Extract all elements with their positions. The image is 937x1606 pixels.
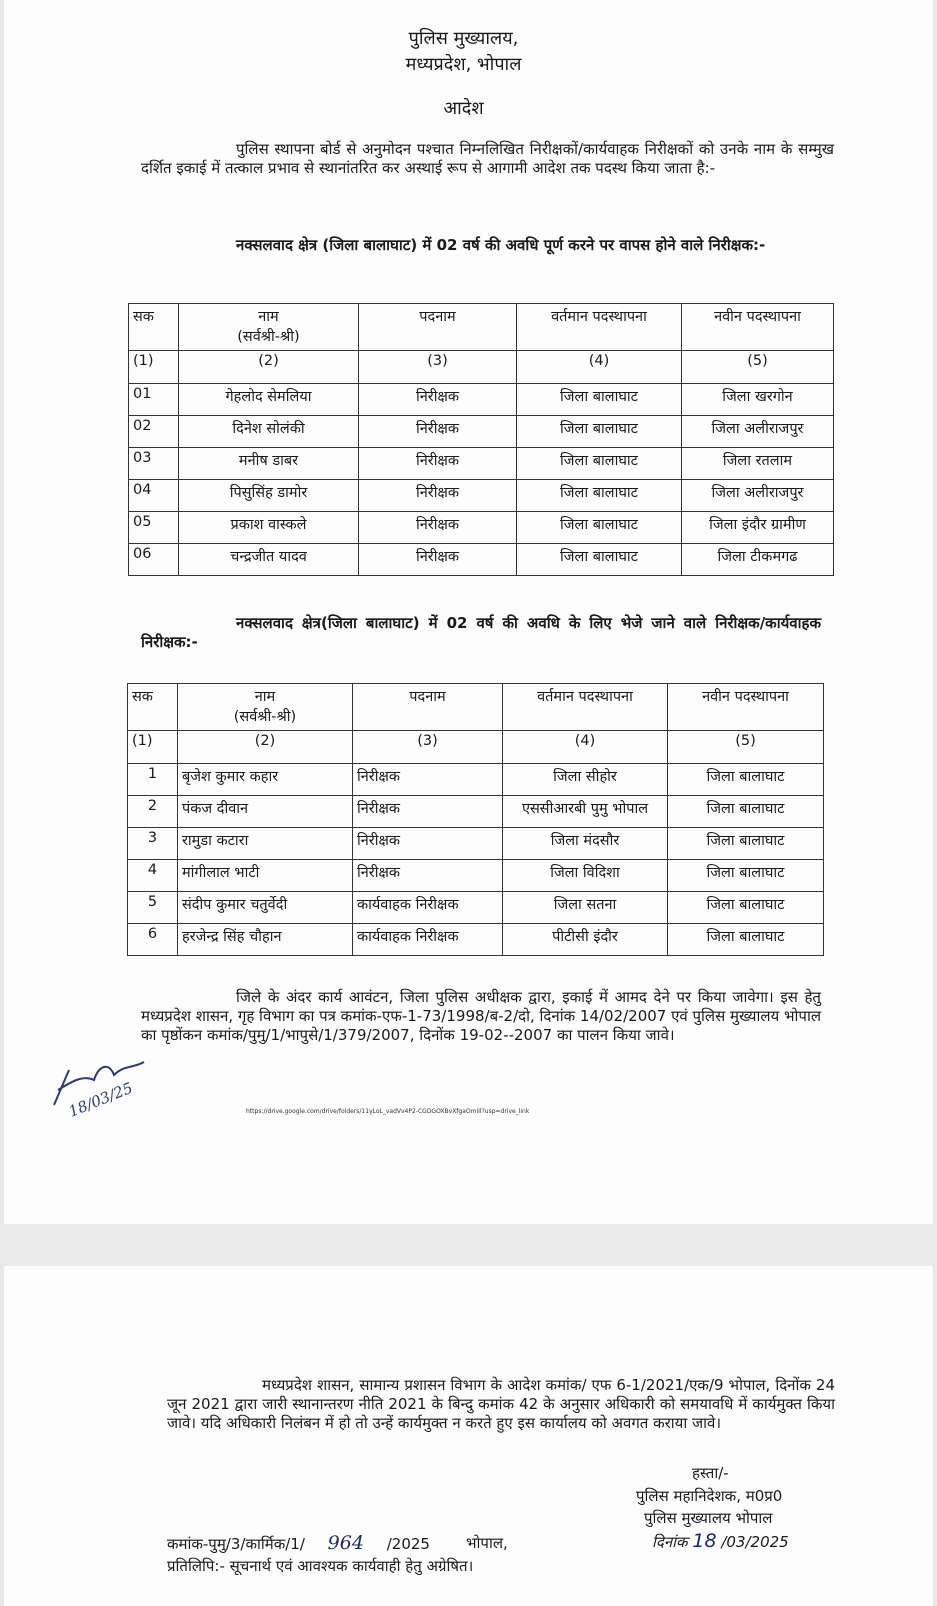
date-day-handwritten: 18 bbox=[692, 1530, 717, 1552]
new-posting-cell: जिला अलीराजपुर bbox=[682, 416, 834, 448]
designation-cell: निरीक्षक bbox=[359, 448, 517, 480]
column-number: (3) bbox=[359, 351, 517, 384]
new-posting-cell: जिला टीकमगढ bbox=[682, 544, 834, 576]
name-cell: दिनेश सोलंकी bbox=[179, 416, 359, 448]
new-posting-cell: जिला बालाघाट bbox=[668, 860, 824, 892]
serial-cell: 06 bbox=[129, 544, 179, 576]
designation-cell: निरीक्षक bbox=[353, 828, 503, 860]
office-header bbox=[0, 26, 933, 78]
current-posting-cell: जिला सीहोर bbox=[503, 764, 668, 796]
serial-cell: 1 bbox=[128, 764, 178, 796]
designation-cell: निरीक्षक bbox=[359, 544, 517, 576]
serial-cell: 4 bbox=[128, 860, 178, 892]
column-number: (4) bbox=[517, 351, 682, 384]
header-text: (सर्वश्री-श्री) bbox=[237, 329, 300, 345]
signature-mark: हस्ता/- bbox=[692, 1464, 729, 1482]
serial-cell: 01 bbox=[129, 384, 179, 416]
transfer-table-1 bbox=[128, 303, 834, 576]
new-posting-cell: जिला खरगोन bbox=[682, 384, 834, 416]
column-header bbox=[668, 684, 824, 731]
section1-heading bbox=[141, 236, 834, 255]
header-text: वर्तमान पदस्थापना bbox=[537, 689, 633, 705]
current-posting-cell: जिला मंदसौर bbox=[503, 828, 668, 860]
ref-suffix: /2025 bbox=[386, 1535, 430, 1553]
new-posting-cell: जिला इंदौर ग्रामीण bbox=[682, 512, 834, 544]
new-posting-cell: जिला अलीराजपुर bbox=[682, 480, 834, 512]
section2-heading-text: नक्सलवाद क्षेत्र(जिला बालाघाट) में 02 वर्ष की अवधि के लिए भेजे जाने वाले निरीक्षक/कार्यवाहक निरीक्षक:- bbox=[141, 614, 821, 651]
intro-text: पुलिस स्थापना बोर्ड से अनुमोदन पश्चात निम्नलिखित निरीक्षकों/कार्यवाहक निरीक्षकों को उनके नाम के सम्मुख दर्शित इकाई में तत्काल प्रभाव से स्थानांतरित कर अस्थाई रूप से आगामी आदेश तक पदस्थ किया जाता है:- bbox=[141, 140, 834, 177]
current-posting-cell: जिला बालाघाट bbox=[517, 384, 682, 416]
column-header bbox=[682, 304, 834, 351]
table-row bbox=[129, 448, 834, 480]
column-number: (5) bbox=[682, 351, 834, 384]
serial-cell: 03 bbox=[129, 448, 179, 480]
column-header bbox=[178, 684, 353, 731]
current-posting-cell: जिला बालाघाट bbox=[517, 512, 682, 544]
header-text: पदनाम bbox=[409, 689, 446, 705]
signatory-office: पुलिस मुख्यालय भोपाल bbox=[644, 1509, 773, 1527]
current-posting-cell: जिला सतना bbox=[503, 892, 668, 924]
designation-cell: निरीक्षक bbox=[359, 384, 517, 416]
name-cell: मनीष डाबर bbox=[179, 448, 359, 480]
designation-cell: कार्यवाहक निरीक्षक bbox=[353, 924, 503, 956]
header-text: नवीन पदस्थापना bbox=[702, 689, 789, 705]
date-month-year: /03/2025 bbox=[721, 1533, 789, 1551]
header-text: नवीन पदस्थापना bbox=[714, 309, 801, 325]
name-cell: हरजेन्द्र सिंह चौहान bbox=[178, 924, 353, 956]
release-text: मध्यप्रदेश शासन, सामान्य प्रशासन विभाग के आदेश कमांक/ एफ 6-1/2021/एक/9 भोपाल, दिनोंक 24 जून 2021 द्वारा जारी स्थानान्तरण नीति 2021 के बिन्दु कमांक 42 के अनुसार अधिकारी को समयावधि में कार्यमुक्त किया जावे। यदि अधिकारी निलंबन में हो तो उन्हें कार्यमुक्त न करते हुए इस कार्यालय को अवगत कराया जावे। bbox=[167, 1376, 835, 1432]
name-cell: गेहलोद सेमलिया bbox=[179, 384, 359, 416]
copy-forward-note: प्रतिलिपि:- सूचनार्थ एवं आवश्यक कार्यवाही हेतु अग्रेषित। bbox=[167, 1557, 474, 1575]
name-cell: पंकज दीवान bbox=[178, 796, 353, 828]
column-header bbox=[128, 684, 178, 731]
column-header bbox=[517, 304, 682, 351]
reference-number bbox=[167, 1534, 430, 1554]
header-text: वर्तमान पदस्थापना bbox=[551, 309, 647, 325]
new-posting-cell: जिला रतलाम bbox=[682, 448, 834, 480]
new-posting-cell: जिला बालाघाट bbox=[668, 764, 824, 796]
designation-cell: निरीक्षक bbox=[353, 860, 503, 892]
transfer-table-2 bbox=[127, 683, 824, 956]
section2-heading bbox=[141, 614, 821, 652]
order-date bbox=[652, 1532, 789, 1552]
release-paragraph bbox=[167, 1376, 835, 1433]
header-text: सक bbox=[133, 309, 154, 325]
header-line-2: मध्यप्रदेश, भोपाल bbox=[405, 54, 522, 75]
designation-cell: निरीक्षक bbox=[359, 512, 517, 544]
table-row bbox=[128, 892, 824, 924]
order-page-2 bbox=[4, 1266, 933, 1606]
designation-cell: निरीक्षक bbox=[353, 764, 503, 796]
intro-paragraph bbox=[141, 140, 834, 178]
name-cell: रामुडा कटारा bbox=[178, 828, 353, 860]
ref-prefix: कमांक-पुमु/3/कार्मिक/1/ bbox=[167, 1535, 305, 1553]
current-posting-cell: जिला बालाघाट bbox=[517, 480, 682, 512]
serial-cell: 5 bbox=[128, 892, 178, 924]
initials-date: 18/03/25 bbox=[66, 1078, 136, 1121]
column-header bbox=[179, 304, 359, 351]
designation-cell: निरीक्षक bbox=[359, 416, 517, 448]
header-line-1: पुलिस मुख्यालय, bbox=[408, 28, 519, 49]
ref-number-handwritten: 964 bbox=[327, 1532, 364, 1554]
column-header bbox=[129, 304, 179, 351]
instructions-text: जिले के अंदर कार्य आवंटन, जिला पुलिस अधीक्षक द्वारा, इकाई में आमद देने पर किया जावेगा। इस हेतु मध्यप्रदेश शासन, गृह विभाग का पत्र कमांक-एफ-1-73/1998/ब-2/दो, दिनांक 14/02/2007 एवं पुलिस मुख्यालय भोपाल का पृष्ठोंकन कमांक/पुमु/1/भापुसे/1/379/2007, दिनोंक 19-02--2007 का पालन किया जावे। bbox=[141, 988, 821, 1044]
table-row bbox=[129, 480, 834, 512]
table-row bbox=[129, 544, 834, 576]
serial-cell: 2 bbox=[128, 796, 178, 828]
table-row bbox=[129, 384, 834, 416]
header-text: नाम bbox=[258, 309, 279, 325]
table-row bbox=[128, 860, 824, 892]
header-text: सक bbox=[132, 689, 153, 705]
section1-heading-text: नक्सलवाद क्षेत्र (जिला बालाघाट) में 02 वर्ष की अवधि पूर्ण करने पर वापस होने वाले निरीक्षक:- bbox=[236, 236, 766, 254]
serial-cell: 02 bbox=[129, 416, 179, 448]
column-header bbox=[503, 684, 668, 731]
current-posting-cell: पीटीसी इंदौर bbox=[503, 924, 668, 956]
current-posting-cell: एससीआरबी पुमु भोपाल bbox=[503, 796, 668, 828]
column-header bbox=[353, 684, 503, 731]
current-posting-cell: जिला बालाघाट bbox=[517, 544, 682, 576]
name-cell: चन्द्रजीत यादव bbox=[179, 544, 359, 576]
serial-cell: 3 bbox=[128, 828, 178, 860]
designation-cell: कार्यवाहक निरीक्षक bbox=[353, 892, 503, 924]
table-row bbox=[129, 416, 834, 448]
date-label: दिनांक bbox=[652, 1533, 688, 1551]
column-number: (4) bbox=[503, 731, 668, 764]
column-number: (1) bbox=[128, 731, 178, 764]
drive-link[interactable]: https://drive.google.com/drive/folders/11yLoL_vadVv4P2-CGDGOXBvXfgaOmiIl?usp=drive_link bbox=[246, 1108, 530, 1115]
column-number: (5) bbox=[668, 731, 824, 764]
header-text: पदनाम bbox=[419, 309, 456, 325]
designation-cell: निरीक्षक bbox=[359, 480, 517, 512]
table-row bbox=[128, 828, 824, 860]
signatory-designation: पुलिस महानिदेशक, म0प्र0 bbox=[636, 1487, 783, 1505]
name-cell: पिसुसिंह डामोर bbox=[179, 480, 359, 512]
column-number: (2) bbox=[178, 731, 353, 764]
current-posting-cell: जिला बालाघाट bbox=[517, 448, 682, 480]
column-header bbox=[359, 304, 517, 351]
name-cell: बृजेश कुमार कहार bbox=[178, 764, 353, 796]
header-text: (सर्वश्री-श्री) bbox=[233, 709, 297, 725]
name-cell: मांगीलाल भाटी bbox=[178, 860, 353, 892]
header-text: नाम bbox=[254, 689, 276, 705]
column-number: (3) bbox=[353, 731, 503, 764]
table-row bbox=[128, 764, 824, 796]
column-number: (1) bbox=[129, 351, 179, 384]
column-number: (2) bbox=[179, 351, 359, 384]
serial-cell: 05 bbox=[129, 512, 179, 544]
instructions-paragraph bbox=[141, 988, 821, 1045]
serial-cell: 04 bbox=[129, 480, 179, 512]
order-page-1 bbox=[4, 0, 933, 1224]
table-row bbox=[129, 512, 834, 544]
order-title: आदेश bbox=[443, 98, 484, 119]
designation-cell: निरीक्षक bbox=[353, 796, 503, 828]
name-cell: प्रकाश वास्कले bbox=[179, 512, 359, 544]
new-posting-cell: जिला बालाघाट bbox=[668, 924, 824, 956]
serial-cell: 6 bbox=[128, 924, 178, 956]
place: भोपाल, bbox=[466, 1534, 508, 1552]
new-posting-cell: जिला बालाघाट bbox=[668, 796, 824, 828]
current-posting-cell: जिला बालाघाट bbox=[517, 416, 682, 448]
name-cell: संदीप कुमार चतुर्वेदी bbox=[178, 892, 353, 924]
table-row bbox=[128, 796, 824, 828]
new-posting-cell: जिला बालाघाट bbox=[668, 828, 824, 860]
new-posting-cell: जिला बालाघाट bbox=[668, 892, 824, 924]
table-row bbox=[128, 924, 824, 956]
current-posting-cell: जिला विदिशा bbox=[503, 860, 668, 892]
